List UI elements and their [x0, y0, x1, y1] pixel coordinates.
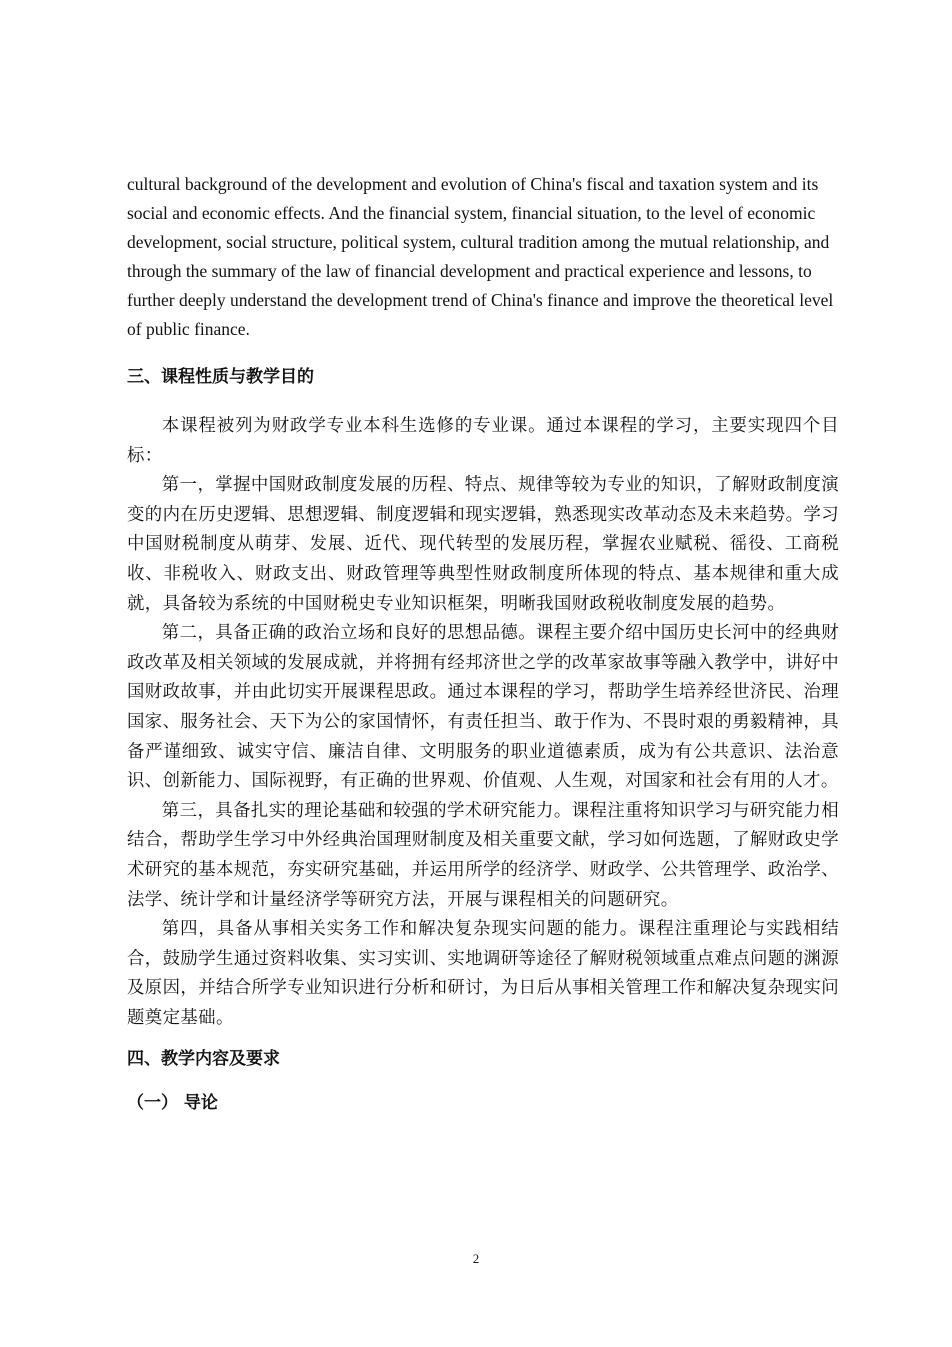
paragraph-intro: 本课程被列为财政学专业本科生选修的专业课。通过本课程的学习，主要实现四个目标： — [127, 416, 839, 466]
paragraph-goal-4: 第四，具备从事相关实务工作和解决复杂现实问题的能力。课程注重理论与实践相结合，鼓励学生通过资料收集、实习实训、实地调研等途径了解财税领域重点难点问题的渊源及原因，并结合所学专业知识进行分析和研讨，为日后从事相关管理工作和解决复杂现实问题奠定基础。 — [127, 919, 839, 1028]
course-nature-body — [127, 412, 839, 1033]
paragraph-goal-1: 第一，掌握中国财政制度发展的历程、特点、规律等较为专业的知识，了解财政制度演变的内在历史逻辑、思想逻辑、制度逻辑和现实逻辑，熟悉现实改革动态及未来趋势。学习中国财税制度从萌芽、发展、近代、现代转型的发展历程，掌握农业赋税、徭役、工商税收、非税收入、财政支出、财政管理等典型性财政制度所体现的特点、基本规律和重大成就，具备较为系统的中国财税史专业知识框架，明晰我国财政税收制度发展的趋势。 — [127, 475, 839, 614]
section-heading-teaching-content: 四、教学内容及要求 — [127, 1049, 280, 1070]
english-abstract-paragraph: cultural background of the development and evolution of China's fiscal and taxation system and its social and economic effects. And the financial system, financial situation, to the level of economic development, social structure, political system, cultural tradition among the mutual relationship, and through the summary of the law of financial development and practical experience and lessons, to further deeply understand the development trend of China's finance and improve the theoretical level of public finance. — [127, 174, 834, 339]
paragraph-goal-2: 第二，具备正确的政治立场和良好的思想品德。课程主要介绍中国历史长河中的经典财政改革及相关领域的发展成就，并将拥有经邦济世之学的改革家故事等融入教学中，讲好中国财政故事，并由此切实开展课程思政。通过本课程的学习，帮助学生培养经世济民、治理国家、服务社会、天下为公的家国情怀，有责任担当、敢于作为、不畏时艰的勇毅精神，具备严谨细致、诚实守信、廉洁自律、文明服务的职业道德素质，成为有公共意识、法治意识、创新能力、国际视野，有正确的世界观、价值观、人生观，对国家和社会有用的人才。 — [127, 623, 839, 792]
section-heading-course-nature: 三、课程性质与教学目的 — [127, 367, 314, 387]
paragraph-goal-3: 第三，具备扎实的理论基础和较强的学术研究能力。课程注重将知识学习与研究能力相结合，帮助学生学习中外经典治国理财制度及相关重要文献，学习如何选题，了解财政史学术研究的基本规范，夯实研究基础，并运用所学的经济学、财政学、公共管理学、政治学、法学、统计学和计量经济学等研究方法，开展与课程相关的问题研究。 — [127, 800, 839, 910]
subsection-heading-introduction: （一） 导论 — [127, 1093, 218, 1114]
page-number: 2 — [472, 1251, 480, 1266]
page-content — [127, 170, 839, 1116]
